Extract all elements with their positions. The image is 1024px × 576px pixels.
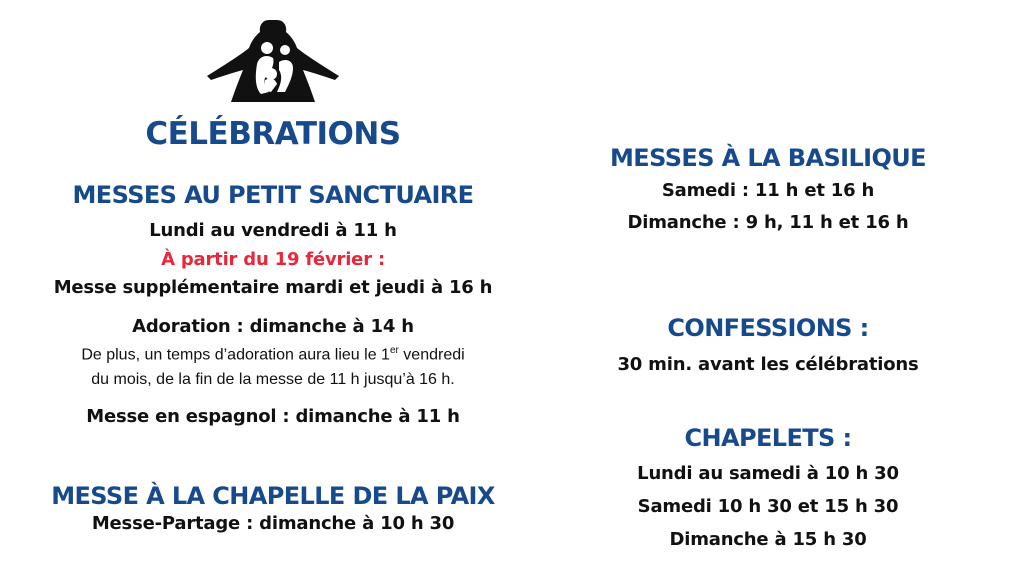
sanctuary-logo-icon — [205, 18, 341, 104]
sanctuaire-heading: MESSES AU PETIT SANCTUAIRE — [72, 181, 474, 209]
adoration-note: De plus, un temps d’adoration aura lieu le 1er vendredi — [81, 345, 465, 364]
sanctuaire-extra: Messe supplémentaire mardi et jeudi à 16 h — [53, 277, 493, 298]
sanctuaire-notice: À partir du 19 février : — [161, 249, 385, 270]
basilique-sunday: Dimanche : 9 h, 11 h et 16 h — [627, 212, 909, 233]
chapelets-line: Lundi au samedi à 10 h 30 — [637, 463, 899, 484]
basilique-heading: MESSES À LA BASILIQUE — [610, 144, 926, 172]
basilique-saturday: Samedi : 11 h et 16 h — [661, 180, 875, 201]
chapelets-line: Dimanche à 15 h 30 — [669, 529, 867, 550]
chapelle-line: Messe-Partage : dimanche à 10 h 30 — [91, 513, 455, 534]
spanish-mass-line: Messe en espagnol : dimanche à 11 h — [86, 406, 460, 427]
chapelets-heading: CHAPELETS : — [684, 424, 852, 452]
confessions-line: 30 min. avant les célébrations — [617, 354, 919, 375]
chapelle-heading: MESSE À LA CHAPELLE DE LA PAIX — [51, 482, 495, 510]
adoration-note-2: du mois, de la fin de la messe de 11 h jusqu’à 16 h. — [91, 371, 455, 388]
page-title: CÉLÉBRATIONS — [145, 116, 401, 152]
sanctuaire-weekday: Lundi au vendredi à 11 h — [149, 220, 397, 241]
chapelets-line: Samedi 10 h 30 et 15 h 30 — [637, 496, 899, 517]
confessions-heading: CONFESSIONS : — [667, 314, 869, 342]
adoration-line: Adoration : dimanche à 14 h — [132, 316, 414, 337]
